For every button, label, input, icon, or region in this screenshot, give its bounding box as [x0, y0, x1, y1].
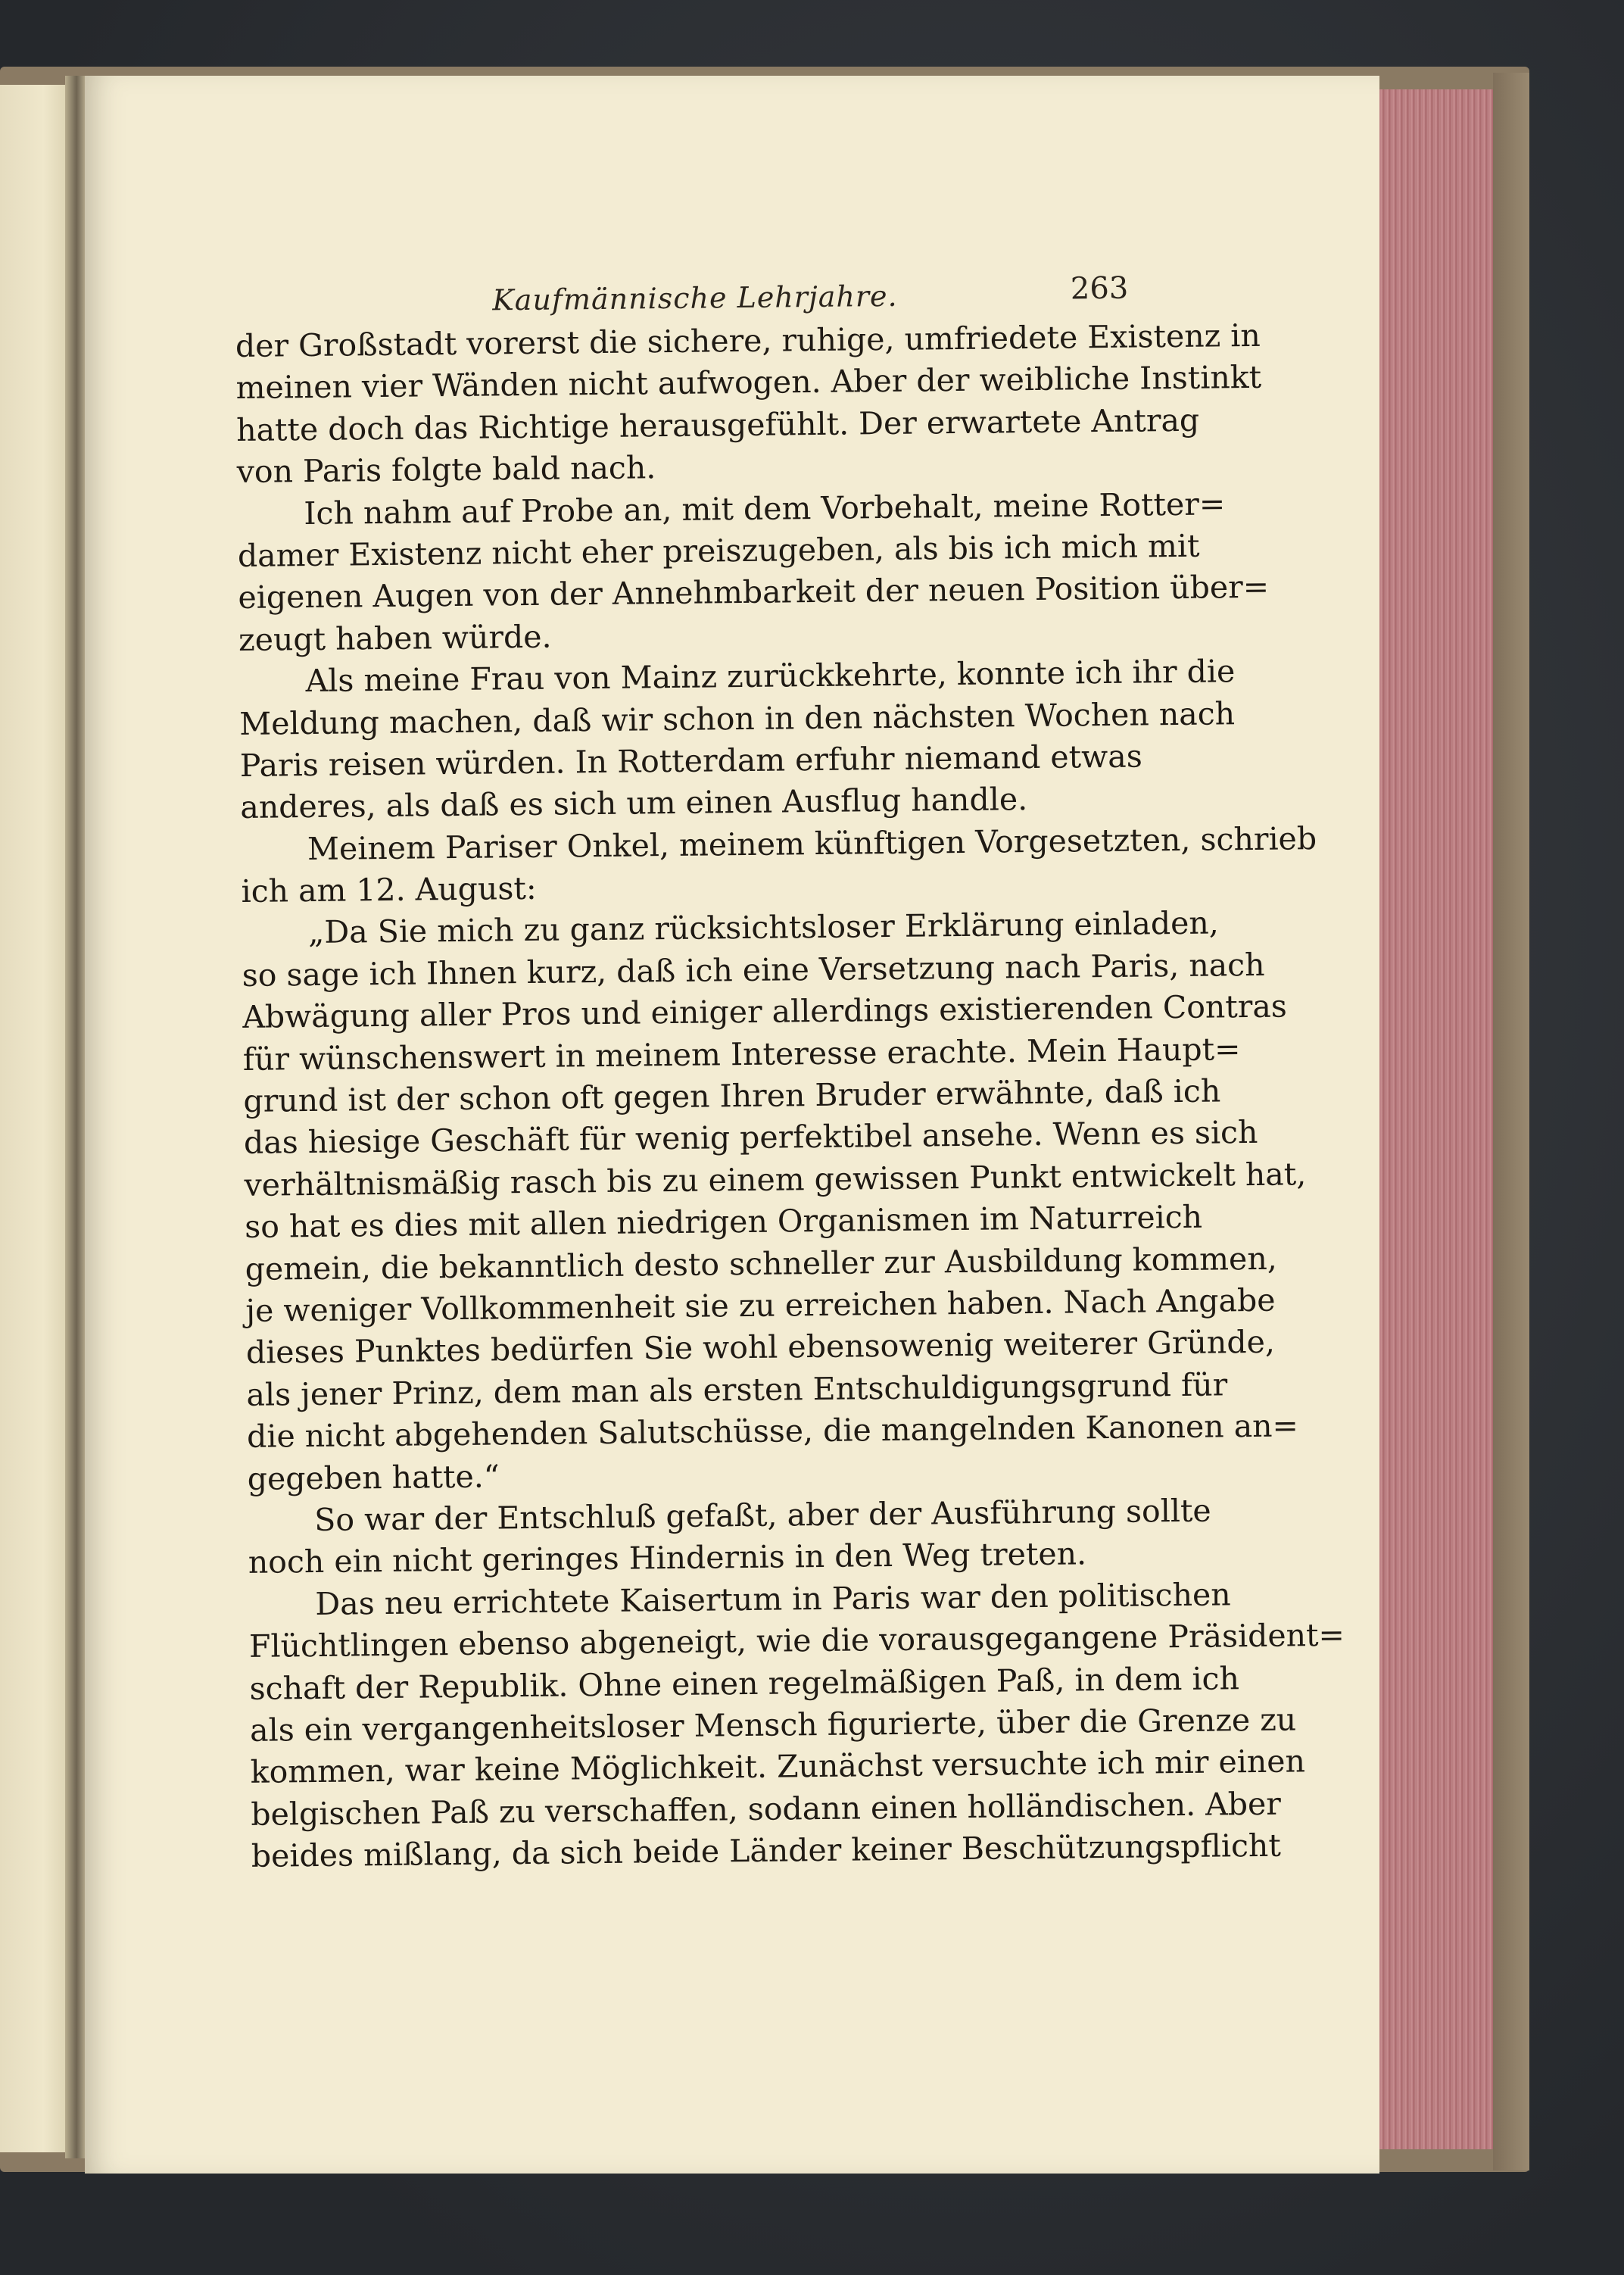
text-line: Meinem Pariser Onkel, meinem künftigen Vorgesetzten, schrieb [307, 819, 1317, 867]
text-line: schaft der Republik. Ohne einen regelmäßigen Paß, in dem ich [249, 1659, 1240, 1707]
text-line: Das neu errichtete Kaisertum in Paris war den politischen [315, 1576, 1231, 1622]
text-line: beides mißlang, da sich beide Länder keiner Beschützungspflicht [251, 1827, 1282, 1874]
running-head [235, 264, 1129, 326]
text-line: je weniger Vollkommenheit sie zu erreichen haben. Nach Angabe [245, 1281, 1276, 1329]
text-line: Meldung machen, daß wir schon in den nächsten Wochen nach [238, 694, 1236, 742]
page-text-block [235, 263, 1345, 1878]
text-line: Flüchtlingen ebenso abgeneigt, wie die vorausgegangene Präsident= [248, 1616, 1345, 1665]
text-line: noch ein nicht geringes Hindernis in den Weg treten. [248, 1535, 1087, 1581]
text-line: anderes, als daß es sich um einen Ausflug handle. [240, 781, 1028, 826]
running-title: Kaufmännische Lehrjahre. [492, 279, 898, 317]
text-line: als ein vergangenheitsloser Mensch figurierte, über die Grenze zu [249, 1701, 1297, 1749]
text-line: von Paris folgte bald nach. [236, 449, 656, 491]
text-line: so hat es dies mit allen niedrigen Organismen im Naturreich [244, 1198, 1203, 1246]
text-line: für wünschenswert in meinem Interesse erachte. Mein Haupt= [242, 1030, 1241, 1078]
text-line: Abwägung aller Pros und einiger allerdings existierenden Contras [242, 988, 1288, 1036]
body-text [235, 316, 1345, 1878]
text-line: kommen, war keine Möglichkeit. Zunächst versuchte ich mir einen [250, 1743, 1306, 1791]
page-number: 263 [1070, 270, 1129, 307]
text-line: gegeben hatte.“ [247, 1457, 500, 1497]
text-line: gemein, die bekanntlich desto schneller zur Ausbildung kommen, [245, 1240, 1277, 1287]
text-line: zeugt haben würde. [238, 618, 552, 658]
text-line: Ich nahm auf Probe an, mit dem Vorbehalt, meine Rotter= [304, 485, 1226, 532]
text-line: „Da Sie mich zu ganz rücksichtsloser Erklärung einladen, [307, 904, 1220, 951]
text-line: eigenen Augen von der Annehmbarkeit der neuen Position über= [238, 569, 1270, 616]
text-line: Paris reisen würden. In Rotterdam erfuhr niemand etwas [239, 738, 1142, 784]
page-edges [1379, 89, 1496, 2149]
text-line: hatte doch das Richtige herausgefühlt. Der erwartete Antrag [235, 401, 1200, 448]
text-line: grund ist der schon oft gegen Ihren Bruder erwähnte, daß ich [243, 1072, 1221, 1119]
text-line: meinen vier Wänden nicht aufwogen. Aber der weibliche Instinkt [235, 359, 1262, 407]
text-line: die nicht abgehenden Salutschüsse, die mangelnden Kanonen an= [246, 1407, 1299, 1456]
text-line: das hiesige Geschäft für wenig perfektibel ansehe. Wenn es sich [243, 1114, 1258, 1162]
text-line: so sage ich Ihnen kurz, daß ich eine Versetzung nach Paris, nach [242, 946, 1265, 994]
text-line: damer Existenz nicht eher preiszugeben, als bis ich mich mit [237, 527, 1200, 574]
left-page-edge [0, 85, 73, 2152]
text-line: der Großstadt vorerst die sichere, ruhige, umfriedete Existenz in [235, 317, 1261, 364]
text-line: als jener Prinz, dem man als ersten Entschuldigungsgrund für [246, 1366, 1228, 1413]
text-line: Als meine Frau von Mainz zurückkehrte, konnte ich ihr die [305, 653, 1236, 700]
text-line: So war der Entschluß gefaßt, aber der Ausführung sollte [314, 1492, 1211, 1538]
cover-spine-edge [1493, 73, 1529, 2170]
text-line: belgischen Paß zu verschaffen, sodann einen holländischen. Aber [251, 1785, 1282, 1833]
text-line: verhältnismäßig rasch bis zu einem gewissen Punkt entwickelt hat, [244, 1156, 1307, 1203]
text-line: ich am 12. August: [241, 869, 537, 910]
text-line: dieses Punktes bedürfen Sie wohl ebensowenig weiterer Gründe, [245, 1324, 1276, 1372]
